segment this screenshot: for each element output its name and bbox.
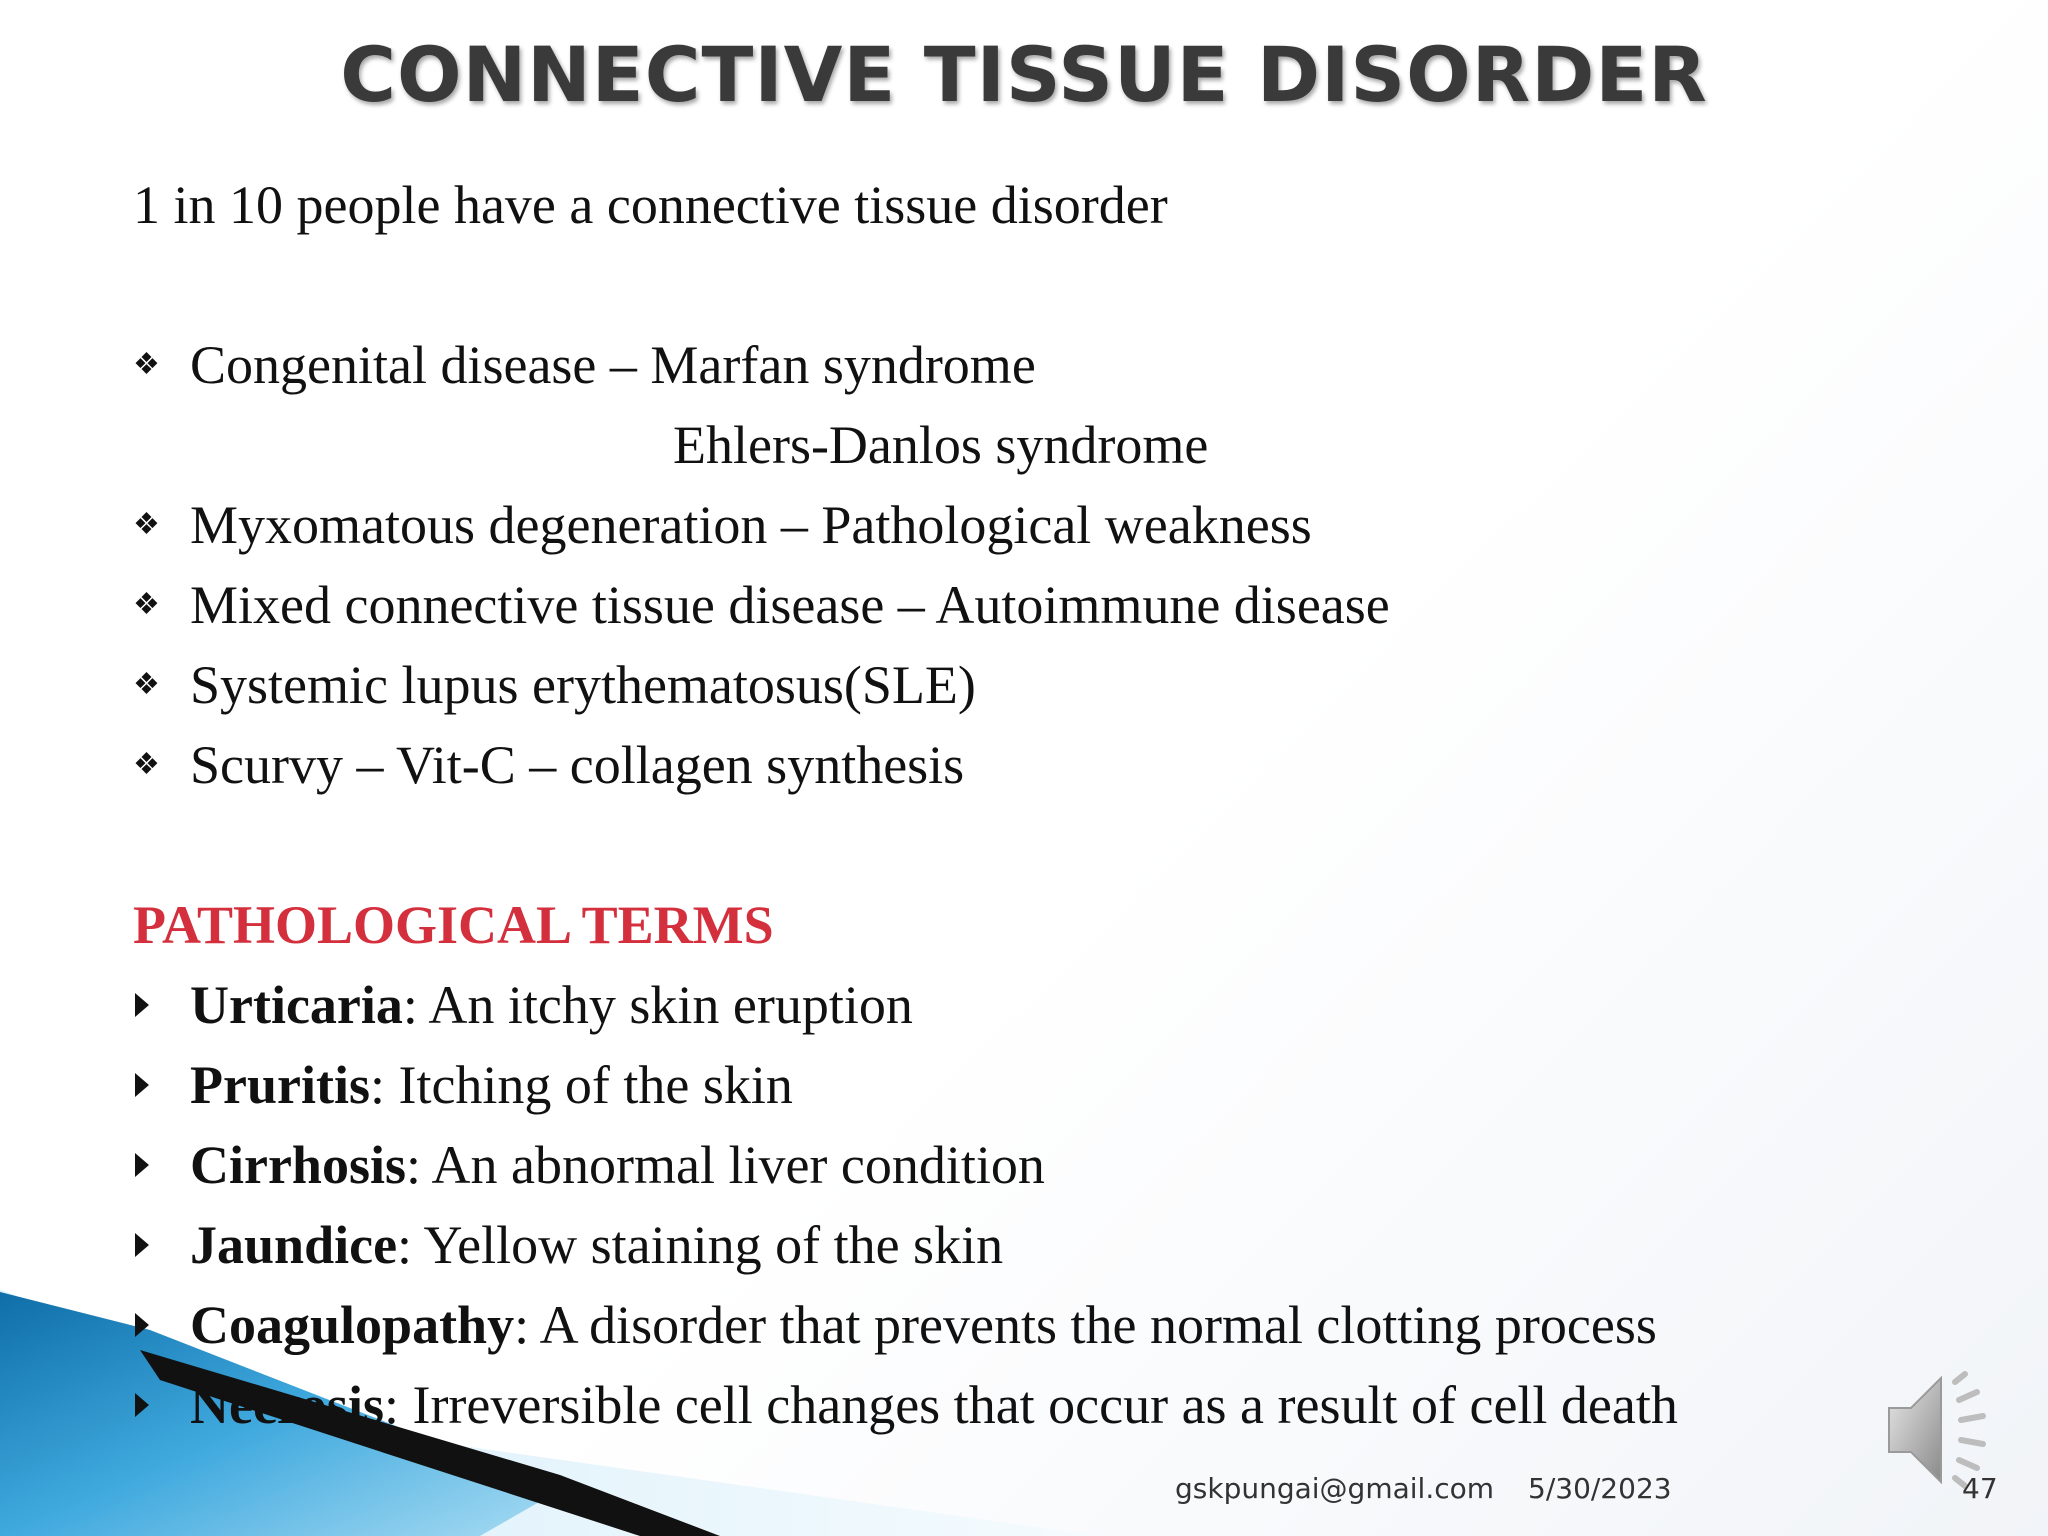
arrow-bullet-icon xyxy=(135,1233,149,1257)
arrow-bullet-icon xyxy=(135,1073,149,1097)
footer-email: gskpungai@gmail.com xyxy=(1175,1472,1495,1505)
term-definition: : Yellow staining of the skin xyxy=(397,1215,1004,1275)
term-item xyxy=(133,1125,1933,1205)
list-item xyxy=(133,725,1933,805)
term-name: Coagulopathy xyxy=(190,1295,515,1355)
term-name: Pruritis xyxy=(190,1055,370,1115)
term-definition: : Itching of the skin xyxy=(369,1055,793,1115)
term-name: Necrosis xyxy=(190,1375,384,1435)
term-item xyxy=(133,1365,1933,1445)
footer-date: 5/30/2023 xyxy=(1528,1472,1672,1505)
term-text xyxy=(190,1205,1003,1285)
term-definition: : An abnormal liver condition xyxy=(406,1135,1045,1195)
term-definition: : An itchy skin eruption xyxy=(402,975,913,1035)
term-item xyxy=(133,965,1933,1045)
intro-text: 1 in 10 people have a connective tissue disorder xyxy=(133,175,1168,235)
list-item-continuation xyxy=(133,405,1933,485)
term-text xyxy=(190,1125,1045,1205)
term-name: Cirrhosis xyxy=(190,1135,406,1195)
list-item xyxy=(133,325,1933,405)
diamond-bullet-icon: ❖ xyxy=(133,668,160,701)
list-item xyxy=(133,565,1933,645)
list-item-text: Congenital disease – Marfan syndrome xyxy=(190,335,1036,395)
term-name: Jaundice xyxy=(190,1215,398,1275)
arrow-bullet-icon xyxy=(135,1153,149,1177)
term-text xyxy=(190,1285,1657,1365)
term-text xyxy=(190,1365,1678,1445)
list-item-text: Systemic lupus erythematosus(SLE) xyxy=(190,655,976,715)
term-name: Urticaria xyxy=(190,975,403,1035)
term-definition: : Irreversible cell changes that occur as a result of cell death xyxy=(383,1375,1678,1435)
arrow-bullet-icon xyxy=(135,1393,149,1417)
list-item-text: Ehlers-Danlos syndrome xyxy=(673,415,1209,475)
slide-body xyxy=(133,165,1933,1445)
diamond-bullet-icon: ❖ xyxy=(133,748,160,781)
term-item xyxy=(133,1205,1933,1285)
diamond-bullet-icon: ❖ xyxy=(133,348,160,381)
page-number: 47 xyxy=(1962,1472,1998,1505)
list-item-text: Mixed connective tissue disease – Autoimmune disease xyxy=(190,575,1390,635)
list-item-text: Myxomatous degeneration – Pathological weakness xyxy=(190,495,1312,555)
term-item xyxy=(133,1285,1933,1365)
slide-title: CONNECTIVE TISSUE DISORDER xyxy=(340,30,1708,119)
spacer xyxy=(133,805,1933,885)
list-item xyxy=(133,645,1933,725)
arrow-bullet-icon xyxy=(135,993,149,1017)
list-item xyxy=(133,485,1933,565)
arrow-bullet-icon xyxy=(135,1313,149,1337)
term-text xyxy=(190,1045,793,1125)
term-item xyxy=(133,1045,1933,1125)
diamond-bullet-icon: ❖ xyxy=(133,508,160,541)
section-heading: PATHOLOGICAL TERMS xyxy=(133,895,774,955)
term-definition: : A disorder that prevents the normal clotting process xyxy=(514,1295,1657,1355)
diamond-bullet-icon: ❖ xyxy=(133,588,160,621)
list-item-text: Scurvy – Vit-C – collagen synthesis xyxy=(190,735,965,795)
term-text xyxy=(190,965,913,1045)
